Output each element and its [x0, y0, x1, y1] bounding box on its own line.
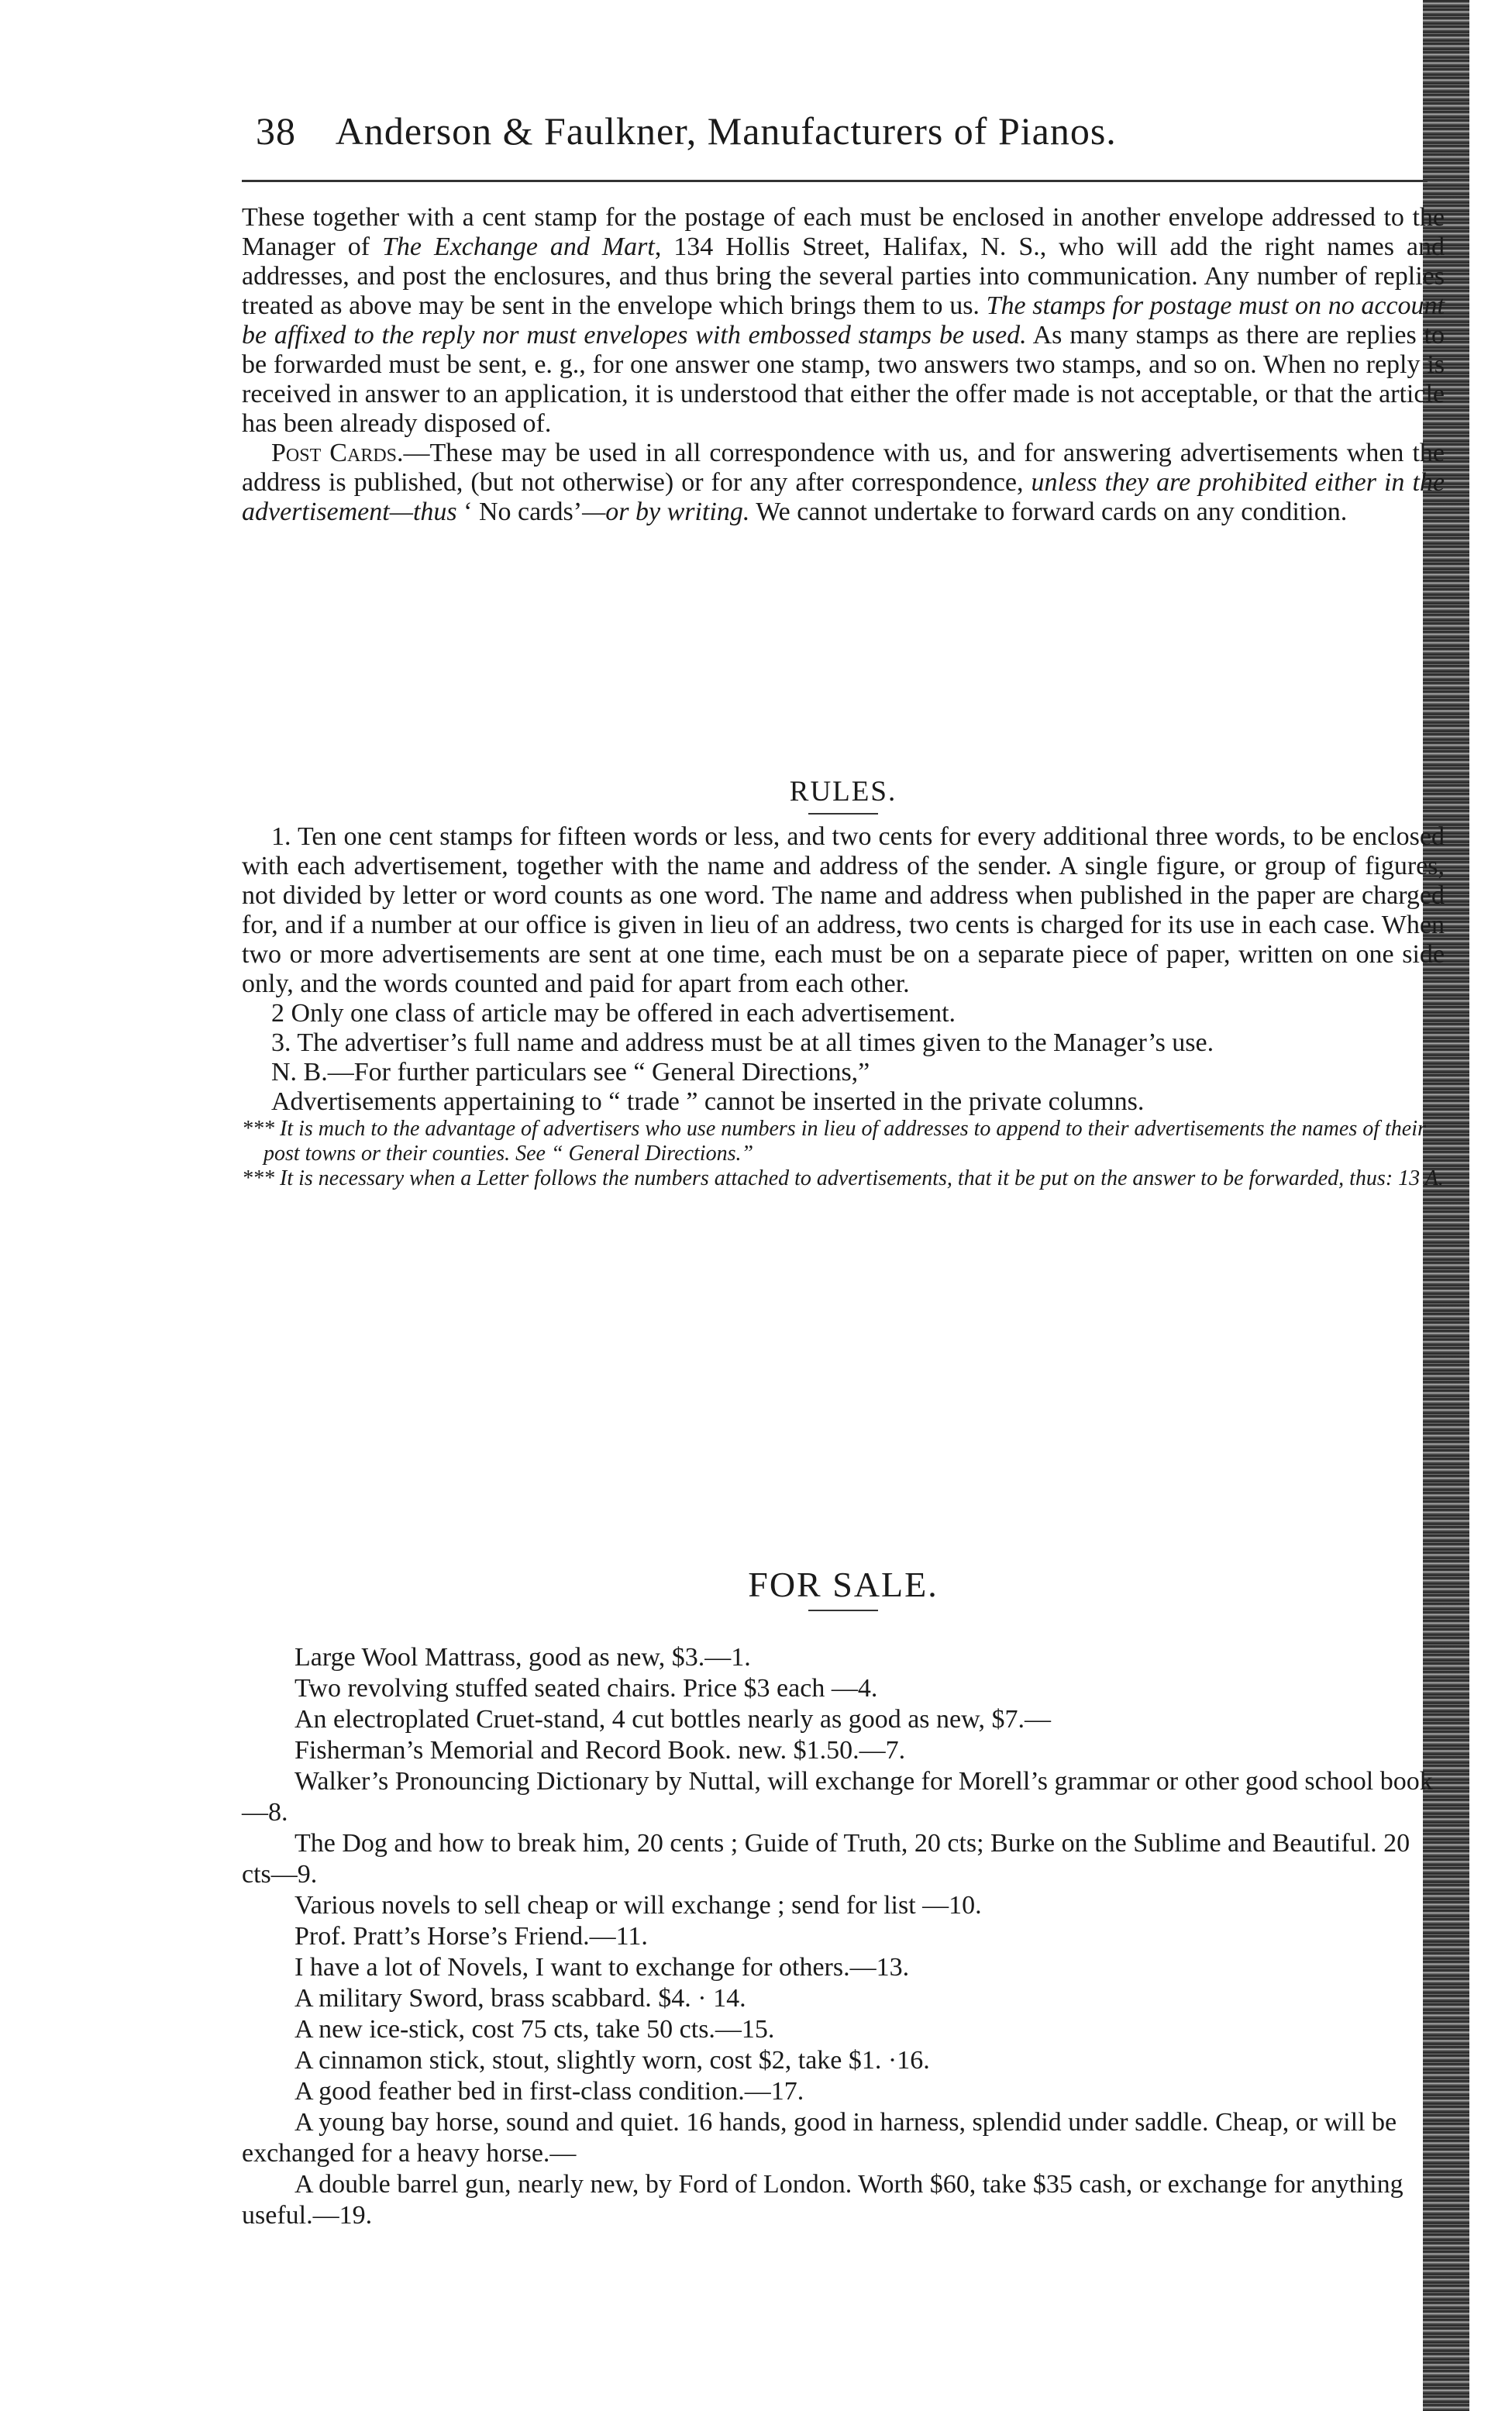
intro-paragraph-1 — [242, 203, 1445, 439]
rule-trade: Advertisements appertaining to “ trade ” cannot be inserted in the private columns. — [271, 1087, 1145, 1116]
rules-title: RULES. — [789, 776, 897, 808]
list-item: Fisherman’s Memorial and Record Book. new. $1.50.—7. — [294, 1736, 906, 1765]
list-item: A cinnamon stick, stout, slightly worn, cost $2, take $1. ·16. — [294, 2046, 930, 2075]
post-cards-text-a: —These may be used in all correspondence with us, and for answering advertisements when the address is published, (but not otherwise) or for any after correspondence, — [242, 439, 1445, 497]
rules-section — [242, 775, 1445, 1191]
rule-nb: N. B.—For further particulars see “ General Directions,” — [271, 1058, 870, 1087]
running-header — [256, 108, 1418, 153]
rules-note-2: *** It is necessary when a Letter follows the numbers attached to advertisements, that it be put on the answer to be forwarded, thus: 13 A. — [242, 1166, 1444, 1190]
header-rule — [242, 180, 1428, 182]
list-item: I have a lot of Novels, I want to exchange for others.—13. — [294, 1953, 910, 1982]
stamp-warning: The stamps for postage must on no account be affixed to the reply nor must envelopes with embossed stamps be used. — [242, 291, 1445, 350]
list-item: Various novels to sell cheap or will exchange ; send for list —10. — [294, 1891, 982, 1920]
post-cards-italic-a: unless they are prohibited either in the advertisement—thus — [242, 468, 1445, 526]
rules-title-rule — [808, 813, 878, 815]
intro-text-a: These together with a cent stamp for the postage of each must be enclosed in another envelope addressed to the Manager of — [242, 203, 1445, 261]
page-number: 38 — [256, 109, 296, 153]
list-item: A new ice-stick, cost 75 cts, take 50 cts.—15. — [294, 2015, 775, 2044]
list-item: The Dog and how to break him, 20 cents ; Guide of Truth, 20 cts; Burke on the Sublime and Beautiful. 20 cts—9. — [242, 1829, 1410, 1889]
for-sale-title: FOR SALE. — [748, 1565, 939, 1604]
list-item: Two revolving stuffed seated chairs. Price $3 each —4. — [294, 1674, 878, 1703]
list-item: Large Wool Mattrass, good as new, $3.—1. — [294, 1643, 751, 1672]
intro-text-c: As many stamps as there are replies to be forwarded must be sent, e. g., for one answer one stamp, two answers two stamps, and so on. When no reply is received in answer to an application, it is understood that either the offer made is not acceptable, or that the article has been already disposed of. — [242, 321, 1445, 438]
intro-text-b: , 134 Hollis Street, Halifax, N. S., who will add the right names and addresses, and post the enclosures, and thus bring the several parties into communication. Any number of replies treated as above may be sent in the envelope which brings them to us. — [242, 232, 1445, 320]
list-item: Walker’s Pronouncing Dictionary by Nuttal, will exchange for Morell’s grammar or other good school book—8. — [242, 1767, 1433, 1827]
rule-1: 1. Ten one cent stamps for fifteen words or less, and two cents for every additional three words, to be enclosed with each advertisement, together with the name and address of the sender. A single figure, or group of figures, not divided by letter or word counts as one word. The name and address when published in the paper are charged for, and if a number at our office is given in lieu of an address, two cents is charged for its use in each case. When two or more advertisements are sent at one time, each must be on a separate piece of paper, written on one side only, and the words counted and paid for apart from each other. — [242, 822, 1445, 998]
list-item: A double barrel gun, nearly new, by Ford of London. Worth $60, take $35 cash, or exchange for anything useful.—19. — [242, 2170, 1404, 2230]
publication-name: The Exchange and Mart — [382, 232, 655, 261]
for-sale-list — [242, 1642, 1445, 2231]
for-sale-section — [242, 1564, 1445, 2231]
list-item: An electroplated Cruet-stand, 4 cut bottles nearly as good as new, $7.— — [294, 1705, 1051, 1734]
post-cards-paragraph — [242, 439, 1445, 527]
rule-3: 3. The advertiser’s full name and address must be at all times given to the Manager’s use. — [271, 1028, 1214, 1057]
post-cards-text-b: ‘ No cards’ — [456, 498, 583, 526]
post-cards-text-c: We cannot undertake to forward cards on any condition. — [749, 498, 1348, 526]
list-item: A military Sword, brass scabbard. $4. · 14. — [294, 1984, 746, 2013]
post-cards-italic-b: —or by writing. — [582, 498, 750, 526]
rules-note-1: *** It is much to the advantage of advertisers who use numbers in lieu of addresses to append to their advertisements the names of their post towns or their counties. See “ General Directions.” — [242, 1117, 1426, 1166]
list-item: A young bay horse, sound and quiet. 16 hands, good in harness, splendid under saddle. Cheap, or will be exchanged for a heavy horse.— — [242, 2108, 1397, 2168]
list-item: A good feather bed in first-class condition.—17. — [294, 2077, 804, 2106]
list-item: Prof. Pratt’s Horse’s Friend.—11. — [294, 1922, 648, 1951]
rule-2: 2 Only one class of article may be offered in each advertisement. — [271, 999, 956, 1028]
header-title: Anderson & Faulkner, Manufacturers of Pianos. — [335, 109, 1117, 153]
post-cards-lead: Post Cards. — [271, 439, 404, 467]
for-sale-title-rule — [808, 1610, 878, 1611]
intro-section — [242, 203, 1445, 527]
